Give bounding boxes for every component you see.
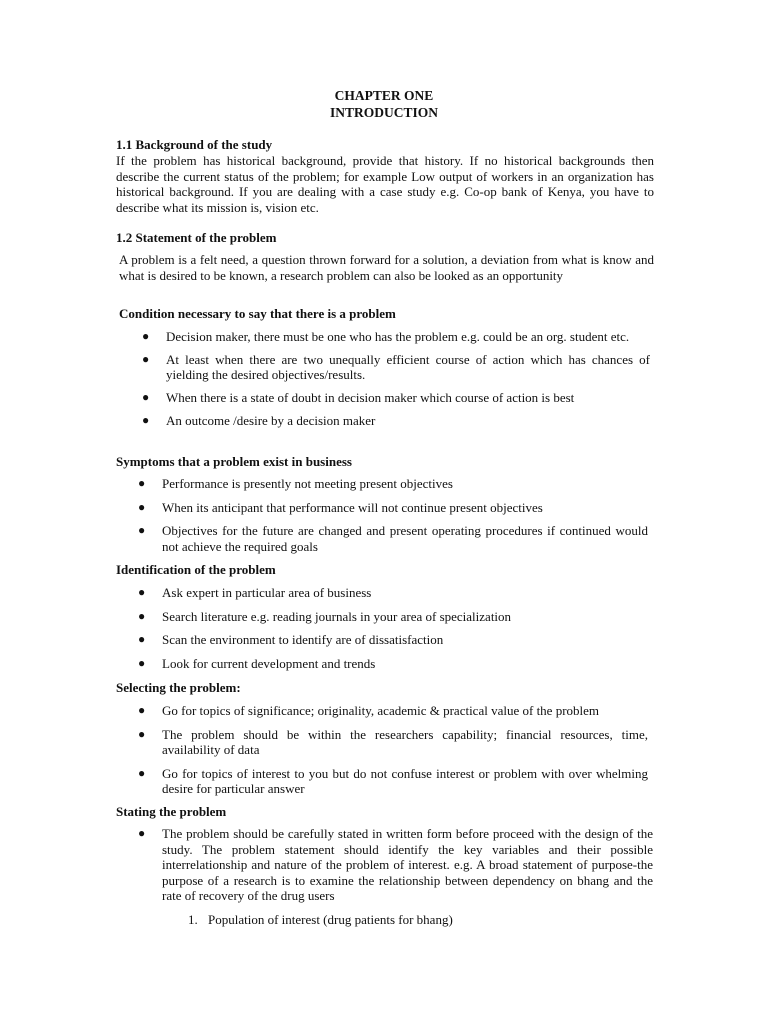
bullet-icon: ● [138,499,146,514]
bullet-icon: ● [138,608,146,623]
symptoms-list [138,476,648,554]
bullet-icon: ● [138,632,146,646]
bullet-icon: ● [138,655,146,670]
background-paragraph: If the problem has historical background, provide that history. If no historical backgrounds then describe the current status of the problem; for example Low output of workers in an organization has historical background. If you are dealing with a case study e.g. Co-op bank of Kenya, you have to describe what its mission is, vision etc. [116,153,654,215]
list-item: ● At least when there are two unequally efficient course of action which has chances of yielding the desired objectives/results. [142,351,650,382]
list-item: ● When its anticipant that performance will not continue present objectives [138,499,543,515]
condition-list [142,329,650,429]
list-item: ● Objectives for the future are changed and present operating procedures if continued would not achieve the required goals [138,523,648,554]
bullet-icon: ● [138,476,146,490]
statement-heading: 1.2 Statement of the problem [116,230,277,245]
list-item: ● Look for current development and trends [138,655,376,671]
bullet-icon: ● [138,826,146,840]
condition-heading: Condition necessary to say that there is a problem [119,306,396,321]
list-item: ● Search literature e.g. reading journals in your area of specialization [138,608,512,624]
list-item: ● Decision maker, there must be one who has the problem e.g. could be an org. student etc. [142,329,630,344]
stating-list [138,826,653,904]
bullet-icon: ● [138,585,146,599]
bullet-icon: ● [138,523,146,537]
bullet-icon: ● [138,726,146,741]
stating-numbered-list [188,912,648,928]
list-item: ● The problem should be within the researchers capability; financial resources, time, availability of data [138,726,648,757]
statement-paragraph: A problem is a felt need, a question thrown forward for a solution, a deviation from what is know and what is desired to be known, a research problem can also be looked as an opportunity [119,252,654,283]
list-item: ● Go for topics of interest to you but do not confuse interest or problem with over whelming desire for particular answer [138,765,648,796]
bullet-icon: ● [138,765,146,780]
list-item: ● The problem should be carefully stated in written form before proceed with the design of the study. The problem statement should identify the key variables and their possible interrelationship and nature of the problem of interest. e.g. A broad statement of purpose-the purpose of a research is to examine the relationship between dependency on bhang and the rate of recovery of the drug users [138,826,653,903]
identification-list [138,585,648,671]
list-item: 1. Population of interest (drug patients for bhang) [188,912,453,927]
selecting-list [138,703,648,797]
symptoms-heading: Symptoms that a problem exist in business [116,454,352,469]
list-item: ● Scan the environment to identify are of dissatisfaction [138,632,444,647]
list-item: ● When there is a state of doubt in decision maker which course of action is best [142,389,575,405]
list-item: ● Ask expert in particular area of business [138,585,372,600]
bullet-icon: ● [138,703,146,717]
bullet-icon: ● [142,351,150,366]
background-heading: 1.1 Background of the study [116,137,273,152]
identification-heading: Identification of the problem [116,562,276,577]
list-item: ● Performance is presently not meeting present objectives [138,476,453,491]
bullet-icon: ● [142,329,150,343]
list-item: ● Go for topics of significance; originality, academic & practical value of the problem [138,703,600,718]
selecting-heading: Selecting the problem: [116,680,241,695]
chapter-subtitle: INTRODUCTION [329,105,438,120]
bullet-icon: ● [142,389,150,404]
stating-heading: Stating the problem [116,804,227,819]
bullet-icon: ● [142,413,150,427]
list-item: ● An outcome /desire by a decision maker [142,413,376,428]
chapter-title: CHAPTER ONE [334,88,434,103]
